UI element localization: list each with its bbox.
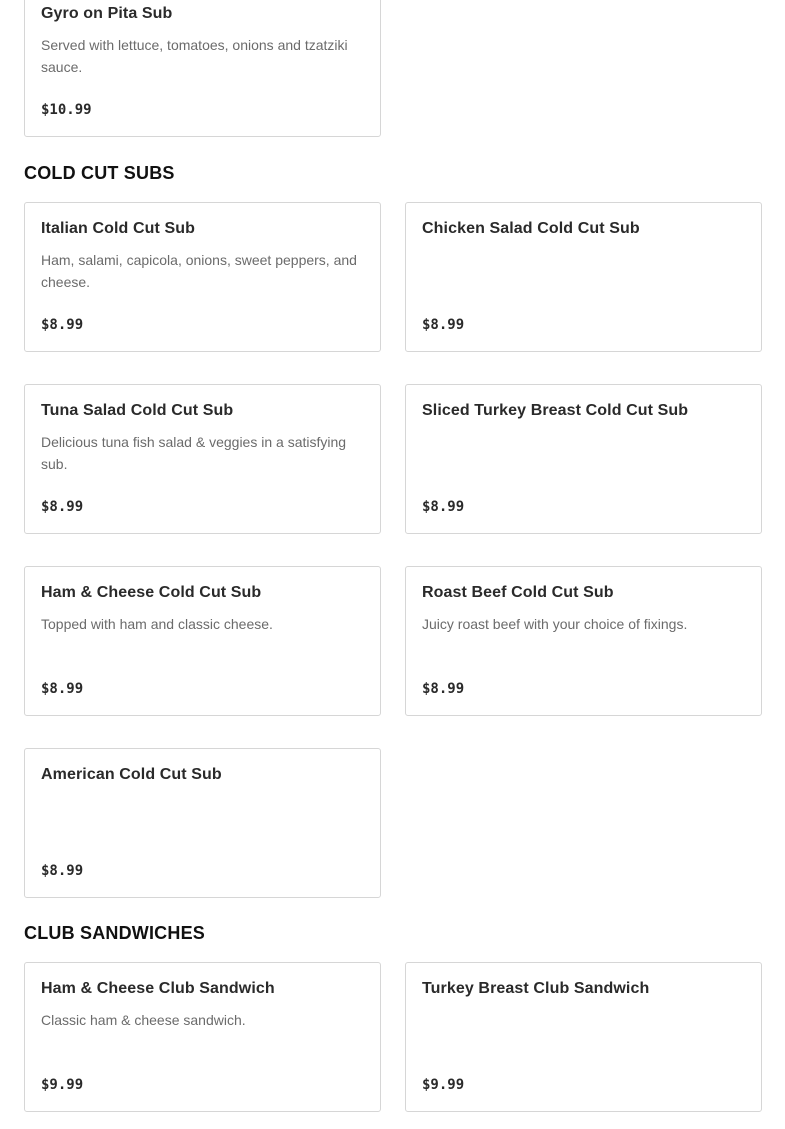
menu-item-price: $8.99	[41, 317, 84, 333]
menu-item-price: $9.99	[422, 1077, 465, 1093]
section-title-club-sandwiches: CLUB SANDWICHES	[24, 923, 205, 943]
menu-item-card[interactable]	[405, 384, 762, 534]
menu-item-name: Gyro on Pita Sub	[41, 5, 173, 22]
menu-item-name: Chicken Salad Cold Cut Sub	[422, 220, 640, 237]
menu-item-name: Ham & Cheese Cold Cut Sub	[41, 584, 262, 601]
menu-item-card[interactable]	[405, 566, 762, 716]
menu-item-description: Delicious tuna fish salad & veggies in a satisfying sub.	[41, 434, 347, 472]
menu-item-name: American Cold Cut Sub	[41, 766, 222, 783]
menu-item-description: Ham, salami, capicola, onions, sweet peppers, and cheese.	[41, 252, 357, 290]
menu-item-name: Tuna Salad Cold Cut Sub	[41, 402, 234, 419]
menu-item-price: $8.99	[41, 681, 84, 697]
menu-item-description: Topped with ham and classic cheese.	[41, 616, 273, 632]
menu-item-price: $10.99	[41, 102, 92, 118]
menu-item-price: $8.99	[422, 499, 465, 515]
menu-item-name: Italian Cold Cut Sub	[41, 220, 195, 237]
menu-item-price: $8.99	[41, 863, 84, 879]
section-title-cold-cut-subs: COLD CUT SUBS	[24, 163, 175, 183]
menu-item-price: $9.99	[41, 1077, 84, 1093]
menu-item-card[interactable]	[24, 0, 381, 137]
menu-item-name: Sliced Turkey Breast Cold Cut Sub	[422, 402, 689, 419]
menu-item-description: Classic ham & cheese sandwich.	[41, 1012, 246, 1028]
menu-item-card[interactable]	[24, 962, 381, 1112]
menu-item-card[interactable]	[24, 566, 381, 716]
menu-item-name: Roast Beef Cold Cut Sub	[422, 584, 614, 601]
menu-item-card[interactable]	[24, 202, 381, 352]
menu-item-description: Juicy roast beef with your choice of fixings.	[422, 616, 688, 632]
menu-item-name: Turkey Breast Club Sandwich	[422, 980, 650, 997]
menu-item-name: Ham & Cheese Club Sandwich	[41, 980, 275, 997]
menu-item-price: $8.99	[41, 499, 84, 515]
menu-item-card[interactable]	[405, 202, 762, 352]
menu-item-price: $8.99	[422, 681, 465, 697]
menu-item-card[interactable]	[24, 384, 381, 534]
menu-item-card[interactable]	[405, 962, 762, 1112]
menu-item-description: Served with lettuce, tomatoes, onions and tzatziki sauce.	[41, 37, 348, 75]
menu-item-price: $8.99	[422, 317, 465, 333]
menu-item-card[interactable]	[24, 748, 381, 898]
